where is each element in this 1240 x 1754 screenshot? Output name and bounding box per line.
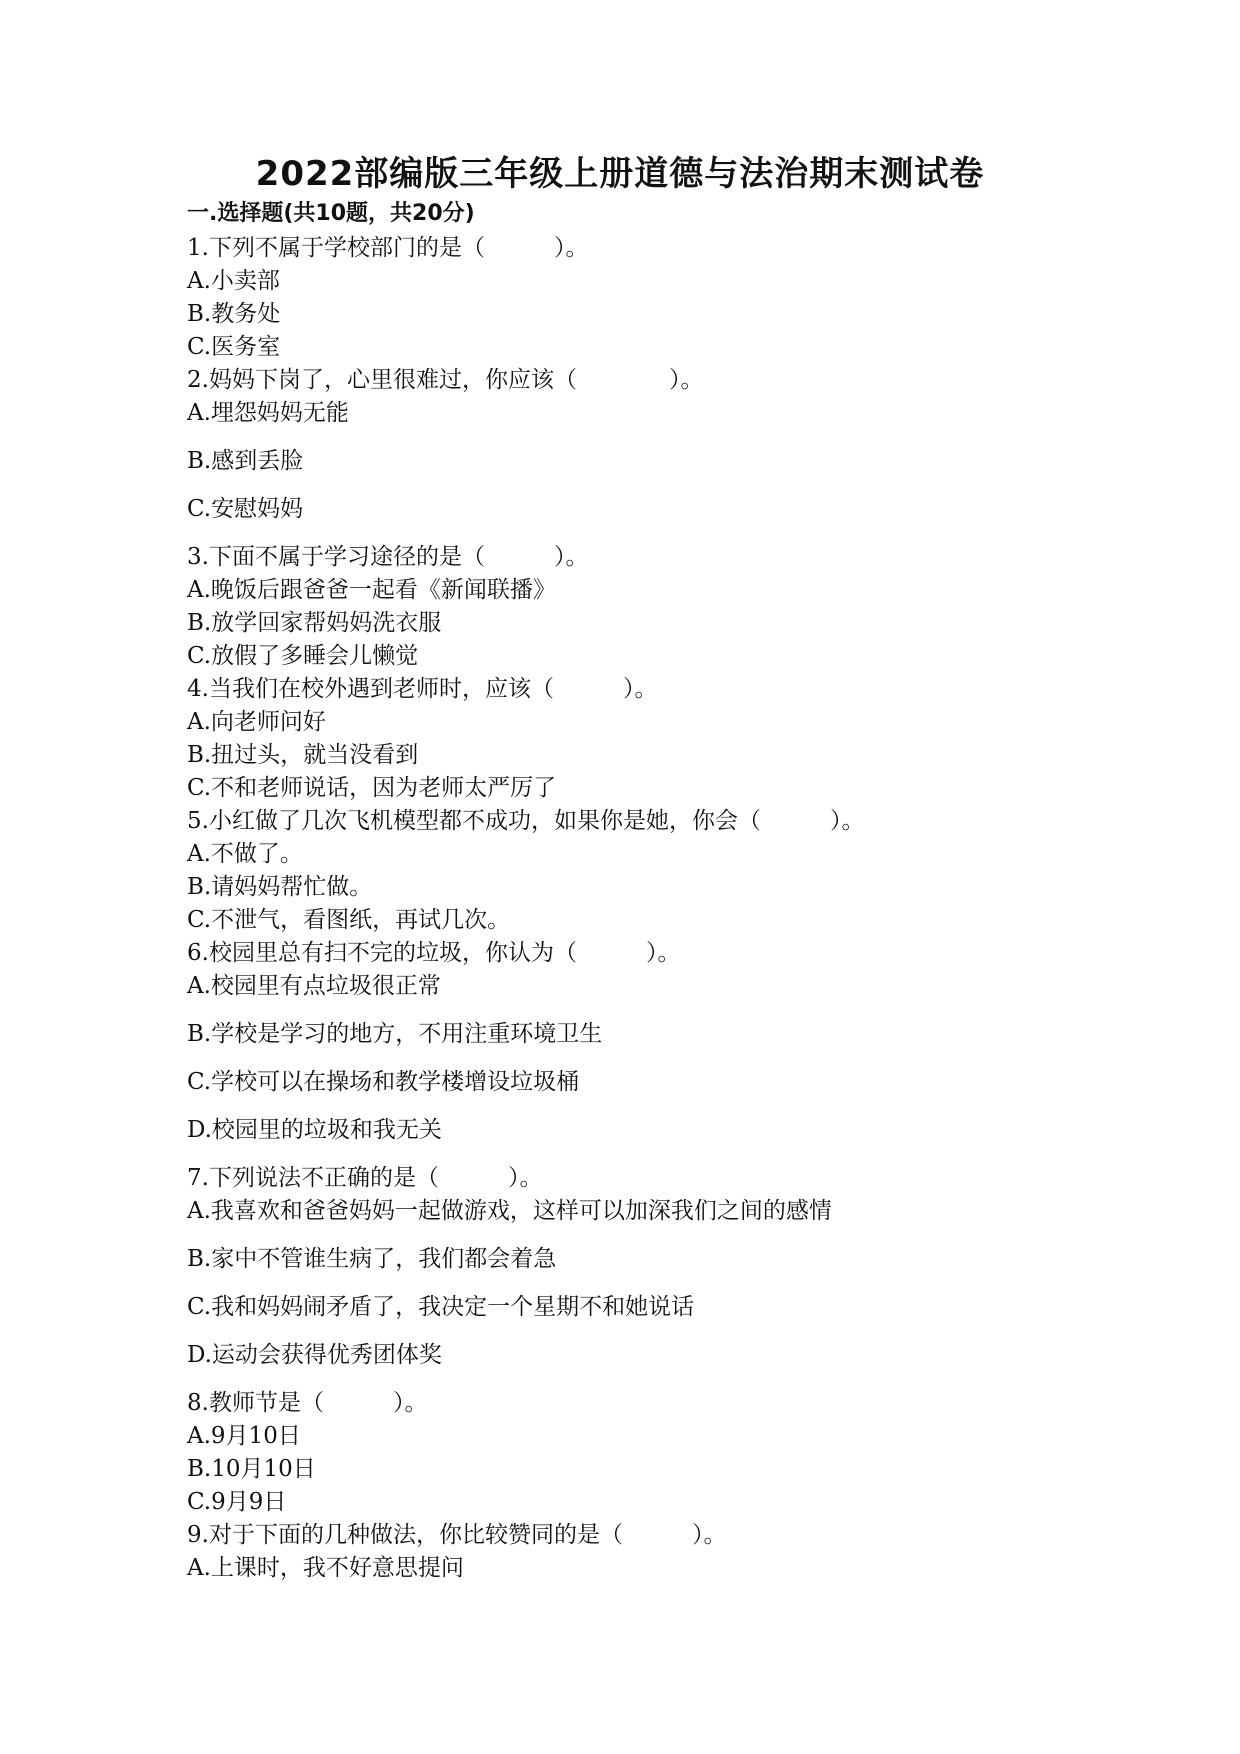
answer-option: C.安慰妈妈	[187, 496, 304, 522]
question-stem: 7.下列说法不正确的是（ ）。	[187, 1165, 543, 1191]
answer-option: C.医务室	[187, 334, 281, 360]
answer-option: C.9月9日	[187, 1489, 287, 1515]
question-stem: 3.下面不属于学习途径的是（ ）。	[187, 544, 589, 570]
answer-option: B.请妈妈帮忙做。	[187, 874, 373, 900]
question-stem: 5.小红做了几次飞机模型都不成功，如果你是她，你会（ ）。	[187, 808, 865, 834]
question-stem: 9.对于下面的几种做法，你比较赞同的是（ ）。	[187, 1522, 727, 1548]
answer-option: A.上课时，我不好意思提问	[187, 1555, 464, 1581]
question-stem: 1.下列不属于学校部门的是（ ）。	[187, 235, 589, 261]
question-stem: 4.当我们在校外遇到老师时，应该（ ）。	[187, 676, 658, 702]
answer-option: B.放学回家帮妈妈洗衣服	[187, 610, 442, 636]
answer-option: B.感到丢脸	[187, 448, 304, 474]
answer-option: A.我喜欢和爸爸妈妈一起做游戏，这样可以加深我们之间的感情	[187, 1198, 832, 1224]
answer-option: B.学校是学习的地方，不用注重环境卫生	[187, 1021, 603, 1047]
answer-option: B.教务处	[187, 301, 281, 327]
page-title: 2022部编版三年级上册道德与法治期末测试卷	[255, 154, 985, 194]
answer-option: C.放假了多睡会儿懒觉	[187, 643, 419, 669]
section-heading: 一.选择题(共10题，共20分)	[187, 201, 475, 226]
answer-option: A.9月10日	[187, 1423, 301, 1449]
answer-option: A.小卖部	[187, 268, 280, 294]
question-stem: 6.校园里总有扫不完的垃圾，你认为（ ）。	[187, 940, 681, 966]
answer-option: A.不做了。	[187, 841, 303, 867]
answer-option: A.校园里有点垃圾很正常	[187, 973, 441, 999]
question-stem: 8.教师节是（ ）。	[187, 1390, 428, 1416]
answer-option: A.向老师问好	[187, 709, 326, 735]
answer-option: A.埋怨妈妈无能	[187, 400, 349, 426]
answer-option: B.家中不管谁生病了，我们都会着急	[187, 1246, 557, 1272]
answer-option: B.扭过头，就当没看到	[187, 742, 419, 768]
answer-option: C.学校可以在操场和教学楼增设垃圾桶	[187, 1069, 580, 1095]
answer-option: C.不泄气，看图纸，再试几次。	[187, 907, 511, 933]
answer-option: B.10月10日	[187, 1456, 316, 1482]
question-stem: 2.妈妈下岗了，心里很难过，你应该（ ）。	[187, 367, 704, 393]
answer-option: D.校园里的垃圾和我无关	[187, 1117, 442, 1143]
answer-option: C.我和妈妈闹矛盾了，我决定一个星期不和她说话	[187, 1294, 695, 1320]
answer-option: C.不和老师说话，因为老师太严厉了	[187, 775, 557, 801]
answer-option: A.晚饭后跟爸爸一起看《新闻联播》	[187, 577, 556, 603]
answer-option: D.运动会获得优秀团体奖	[187, 1342, 442, 1368]
